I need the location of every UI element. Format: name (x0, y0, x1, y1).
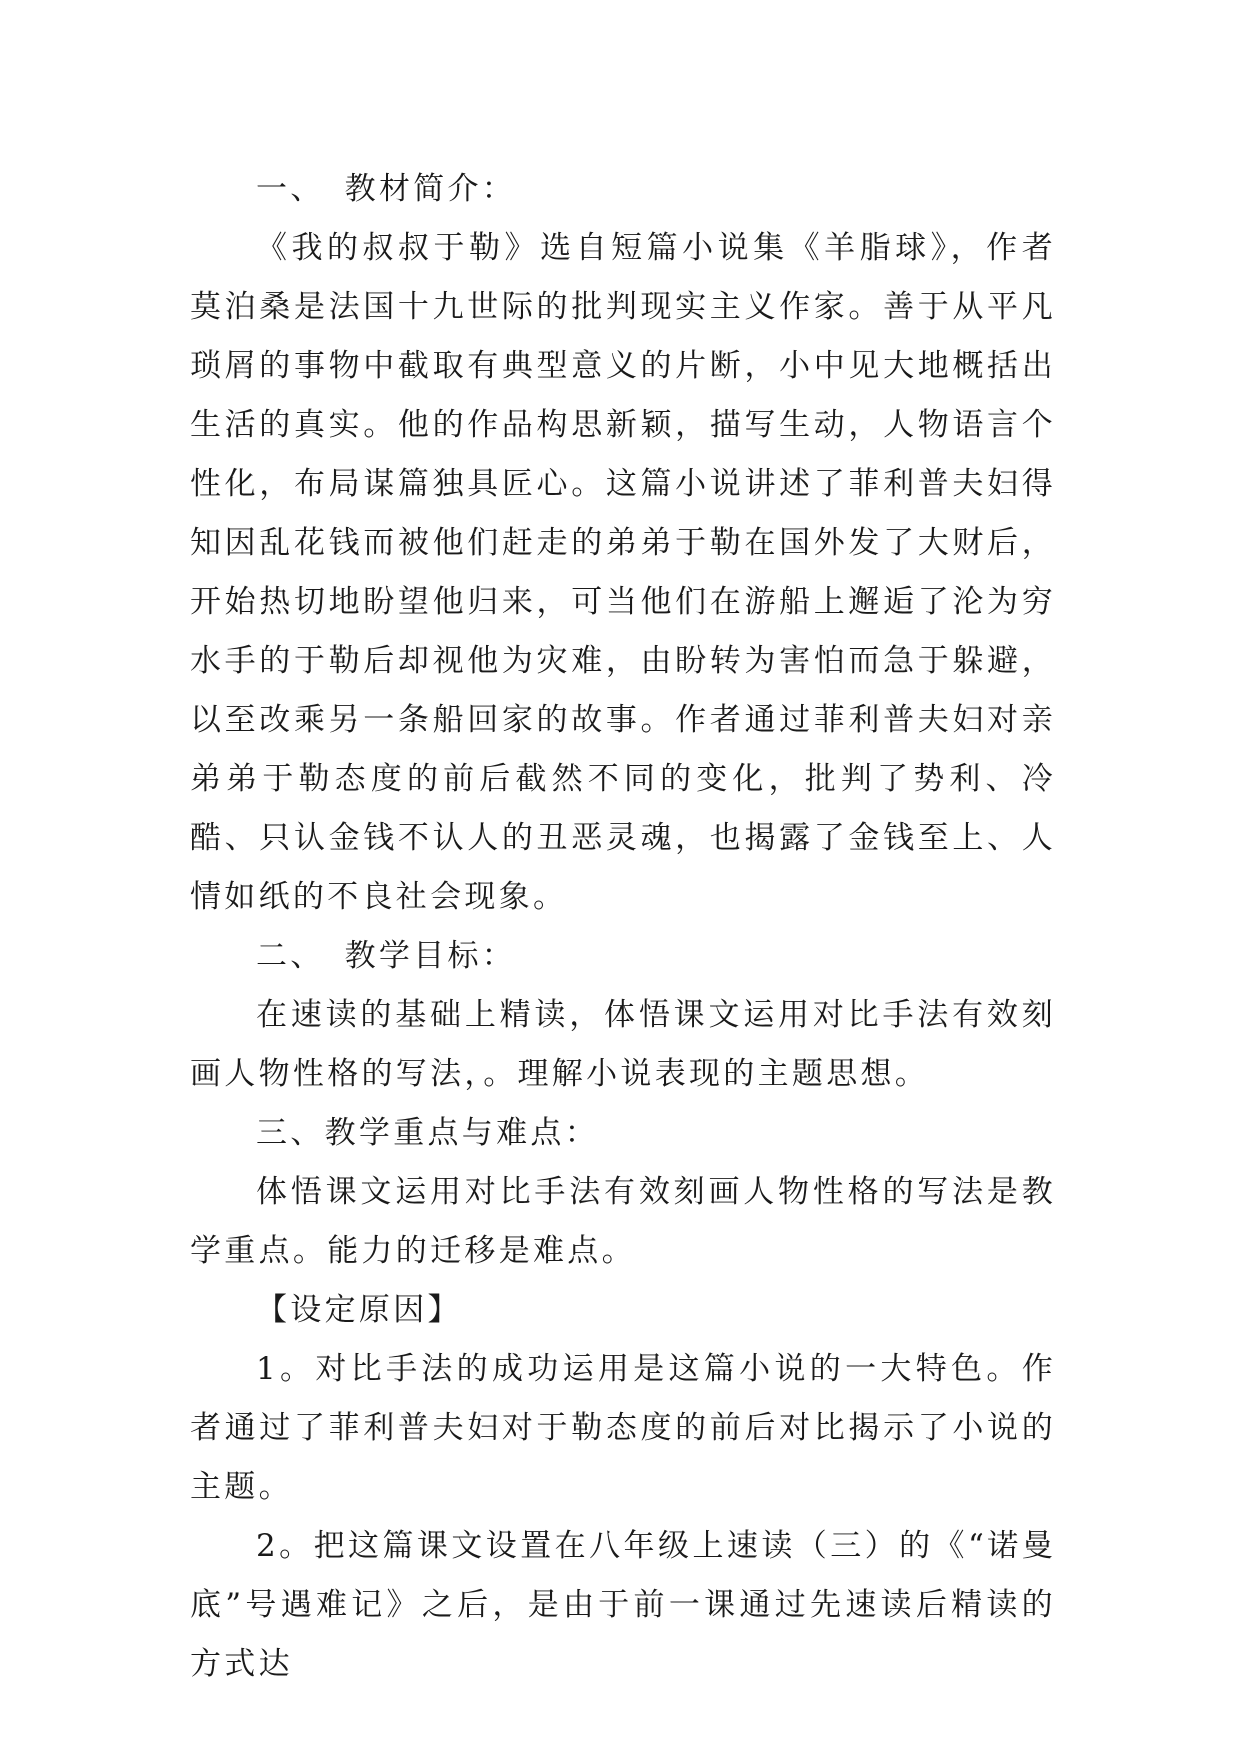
section2-heading-title: 教学目标： (344, 938, 517, 974)
section1-heading-title: 教材简介： (344, 171, 517, 207)
section1-heading (190, 160, 1056, 219)
section2-heading-number: 二、 (256, 938, 325, 974)
section1-heading-number: 一、 (256, 171, 325, 207)
reasons-item-2: 2。把这篇课文设置在八年级上速读（三）的《“诺曼底”号遇难记》之后，是由于前一课通过先速读后精读的方式达 (190, 1528, 1056, 1682)
section1-paragraph: 《我的叔叔于勒》选自短篇小说集《羊脂球》，作者莫泊桑是法国十九世际的批判现实主义作家。善于从平凡琐屑的事物中截取有典型意义的片断，小中见大地概括出生活的真实。他的作品构思新颖，描写生动，人物语言个性化，布局谋篇独具匠心。这篇小说讲述了菲利普夫妇得知因乱花钱而被他们赶走的弟弟于勒在国外发了大财后，开始热切地盼望他归来，可当他们在游船上邂逅了沦为穷水手的于勒后却视他为灾难，由盼转为害怕而急于躲避，以至改乘另一条船回家的故事。作者通过菲利普夫妇对亲弟弟于勒态度的前后截然不同的变化，批判了势利、冷酷、只认金钱不认人的丑恶灵魂，也揭露了金钱至上、人情如纸的不良社会现象。 (190, 230, 1056, 915)
section2-paragraph: 在速读的基础上精读，体悟课文运用对比手法有效刻画人物性格的写法，。理解小说表现的主题思想。 (190, 997, 1056, 1092)
section2-heading (190, 927, 1056, 986)
section3-paragraph: 体悟课文运用对比手法有效刻画人物性格的写法是教学重点。能力的迁移是难点。 (190, 1174, 1056, 1269)
section3-heading: 三、教学重点与难点： (256, 1115, 599, 1151)
reasons-heading: 【设定原因】 (256, 1292, 462, 1328)
document-page (190, 160, 1056, 1694)
reasons-item-1: 1。对比手法的成功运用是这篇小说的一大特色。作者通过了菲利普夫妇对于勒态度的前后对比揭示了小说的主题。 (190, 1351, 1056, 1505)
